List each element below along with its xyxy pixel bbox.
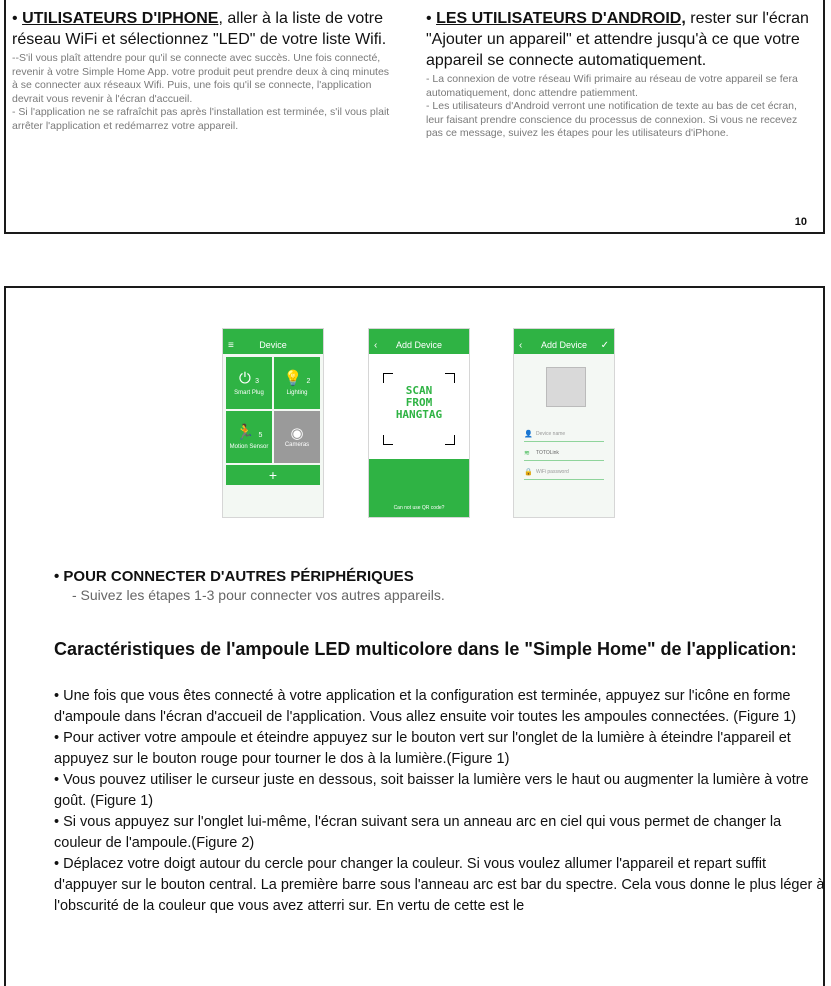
device-tiles (223, 354, 323, 463)
device-name-field[interactable]: 👤 Device name (524, 427, 604, 442)
other-devices-heading: • POUR CONNECTER D'AUTRES PÉRIPHÉRIQUES (54, 568, 414, 585)
feature-item: • Pour activer votre ampoule et éteindre appuyez sur le bouton vert sur l'onglet de la lumière à éteindre l'appareil et appuyez sur le bouton rouge pour tourner le dos à la lumière.(Figure 1) (54, 730, 791, 767)
features-title: Caractéristiques de l'ampoule LED multicolore dans le "Simple Home" de l'application: (54, 639, 797, 659)
phone-form-screen (513, 328, 615, 518)
wifi-password-field[interactable]: 🔒 WiFi password (524, 465, 604, 480)
form-title: Add Device (540, 340, 588, 350)
wifi-ssid-field[interactable]: ≋ TOTOLink (524, 446, 604, 461)
qr-navbar (369, 336, 469, 354)
android-note: - La connexion de votre réseau Wifi primaire au réseau de votre appareil se fera automatiquement, donc attendre patiemment. - Les utilisateurs d'Android verront une notification de texte au bas de cet écran, leur faisant prendre conscience du processus de connexion. Si vous ne recevez pas ce message, suivez les étapes pour les utilisateurs d'iPhone. (426, 73, 798, 139)
android-heading: • LES UTILISATEURS D'ANDROID, rester sur l'écran "Ajouter un appareil" et attendre jusqu'à ce que votre appareil se connecte automatiquement. (426, 10, 809, 69)
phone-qr-screen (368, 328, 470, 518)
form-navbar (514, 336, 614, 354)
camera-icon: ◉ (290, 425, 304, 442)
check-icon[interactable]: ✓ (600, 339, 609, 351)
iphone-heading: • UTILISATEURS D'IPHONE, aller à la liste de votre réseau WiFi et sélectionnez "LED" de votre liste Wifi. (12, 10, 387, 48)
qr-title: Add Device (395, 340, 443, 350)
page-top (4, 0, 825, 234)
plug-icon: ⏻ 3 (239, 369, 259, 387)
feature-item: • Une fois que vous êtes connecté à votre application et la configuration est terminée, appuyez sur l'icône en forme d'ampoule dans l'écran d'accueil de l'application. Vous allez ensuite voir toutes les ampoules connectées. (Figure 1) (54, 688, 797, 725)
page-bottom (4, 286, 825, 986)
device-navbar (223, 336, 323, 354)
motion-icon: 🏃 5 (235, 423, 263, 441)
feature-item: • Déplacez votre doigt autour du cercle pour changer la couleur. Si vous voulez allumer l'appareil et repart suffit d'appuyer sur le bouton central. La première barre sous l'anneau arc est bar du spectre. Cela vous donne le plus léger à l'obscurité de la couleur que vous avez atterri sur. En vertu de cette est le (54, 856, 825, 914)
device-image-placeholder[interactable] (546, 367, 586, 407)
cannot-use-qr-link[interactable]: Can not use QR code? (393, 505, 445, 511)
feature-item: • Vous pouvez utiliser le curseur juste en dessous, soit baisser la lumière vers le haut ou augmenter la lumière à votre goût. (Figure 1) (54, 772, 809, 809)
feature-item: • Si vous appuyez sur l'onglet lui-même, l'écran suivant sera un anneau arc en ciel qui vous permet de changer la couleur de l'ampoule.(Figure 2) (54, 814, 782, 851)
features-list (54, 686, 829, 917)
bulb-icon: 💡 2 (283, 369, 311, 387)
other-devices-section (54, 568, 824, 603)
iphone-note: --S'il vous plaît attendre pour qu'il se connecte avec succès. Une fois connecté, revenir à votre Simple Home App. votre produit peut prendre deux à cinq minutes à se connecter aux réseaux Wifi. Puis, une fois qu'il se connecte, l'application devrait vous revenir à l'écran d'accueil. - Si l'application ne se rafraîchit pas après l'installation est terminée, s'il vous plait arrêter l'application et redémarrez votre appareil. (12, 52, 390, 132)
phone-device-screen (222, 328, 324, 518)
tile-smart-plug[interactable]: ⏻ 3 Smart Plug (226, 357, 272, 409)
android-instructions (426, 8, 810, 141)
back-icon[interactable]: ‹ (374, 339, 378, 351)
wifi-icon: ≋ (524, 450, 530, 457)
back-icon[interactable]: ‹ (519, 339, 523, 351)
user-icon: 👤 (524, 431, 533, 438)
qr-hangtag-label: SCAN FROM HANGTAG (395, 384, 443, 421)
device-title: Device (259, 340, 287, 350)
tile-motion-sensor[interactable]: 🏃 5 Motion Sensor (226, 411, 272, 463)
qr-footer (369, 459, 469, 517)
add-device-button[interactable]: + (226, 465, 320, 485)
page-number: 10 (794, 216, 807, 228)
iphone-instructions (12, 8, 396, 133)
menu-icon[interactable]: ≡ (228, 339, 234, 351)
lock-icon: 🔒 (524, 469, 533, 476)
qr-scan-frame (383, 373, 455, 445)
tile-cameras[interactable]: ◉ Cameras (274, 411, 320, 463)
other-devices-sub: - Suivez les étapes 1-3 pour connecter vos autres appareils. (72, 587, 445, 603)
tile-lighting[interactable]: 💡 2 Lighting (274, 357, 320, 409)
